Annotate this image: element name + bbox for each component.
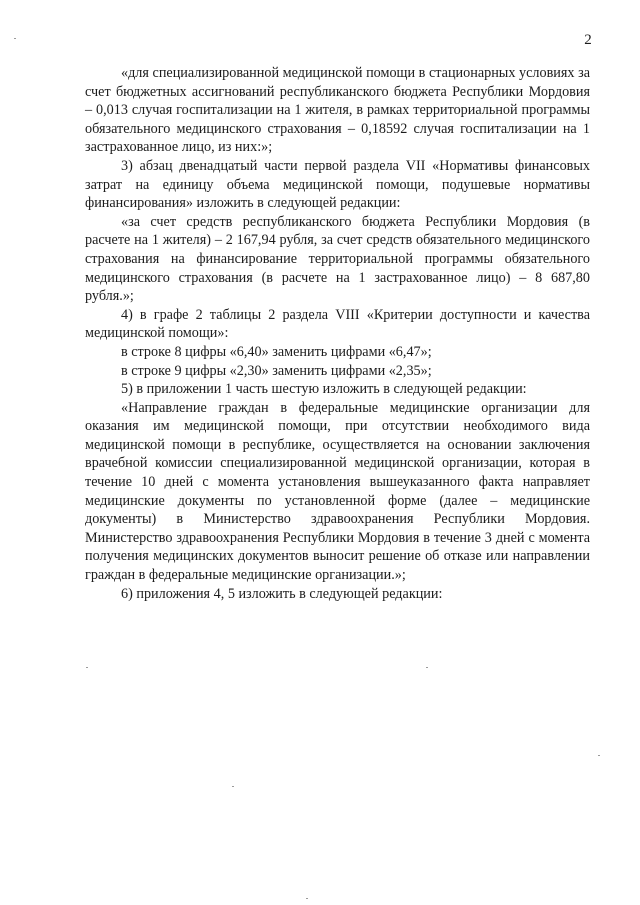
paragraph-item-6: 6) приложения 4, 5 изложить в следующей редакции: <box>121 585 443 602</box>
scan-speck <box>232 786 234 787</box>
paragraph-quote-federal-referral: «Направление граждан в федеральные медицинские организации для оказания им медицинской помощи, при отсутствии необходимого вида медицинской помощи в республике, осуществляется на основании заключения врачебной комиссии специализированной медицинской организации, которая в течение 10 дней с момента установления вышеуказанного факта направляет медицинские документы по установленной форме (далее – медицинские документы) в Министерство здравоохранения Республики Мордовия. Министерство здравоохранения Республики Мордовия в течение 3 дней с момента получения медицинских документов выносит решение об отказе или направлении граждан в федеральные медицинские организации.»; <box>85 399 590 584</box>
paragraph-item-5: 5) в приложении 1 часть шестую изложить в следующей редакции: <box>121 381 527 398</box>
scan-speck <box>306 898 308 899</box>
paragraph-quote-inpatient-care: «для специализированной медицинской помощи в стационарных условиях за счет бюджетных ассигнований республиканского бюджета Республики Мордовия – 0,013 случая госпитализации на 1 жителя, в рамках территориальной программы обязательного медицинского страхования – 0,18592 случая госпитализации на 1 застрахованное лицо, из них:»; <box>85 65 590 156</box>
paragraph-row-9: в строке 9 цифры «2,30» заменить цифрами «2,35»; <box>121 362 432 379</box>
scan-speck <box>426 667 428 668</box>
paragraph-row-8: в строке 8 цифры «6,40» заменить цифрами «6,47»; <box>121 343 432 360</box>
scan-speck <box>14 38 16 39</box>
paragraph-item-4: 4) в графе 2 таблицы 2 раздела VIII «Критерии доступности и качества медицинской помощи»: <box>85 306 590 342</box>
scan-speck <box>86 667 88 668</box>
paragraph-quote-financing: «за счет средств республиканского бюджета Республики Мордовия (в расчете на 1 жителя) – 2 167,94 рубля, за счет средств обязательного медицинского страхования на финансирование территориальной программы обязательного медицинского страхования (в расчете на 1 застрахованное лицо) – 8 687,80 рубля.»; <box>85 213 590 305</box>
document-body <box>85 64 590 603</box>
page-number: 2 <box>584 32 592 48</box>
paragraph-item-3: 3) абзац двенадцатый части первой раздела VII «Нормативы финансовых затрат на единицу объема медицинской помощи, подушевые нормативы финансирования» изложить в следующей редакции: <box>85 157 590 212</box>
scan-speck <box>598 755 600 756</box>
